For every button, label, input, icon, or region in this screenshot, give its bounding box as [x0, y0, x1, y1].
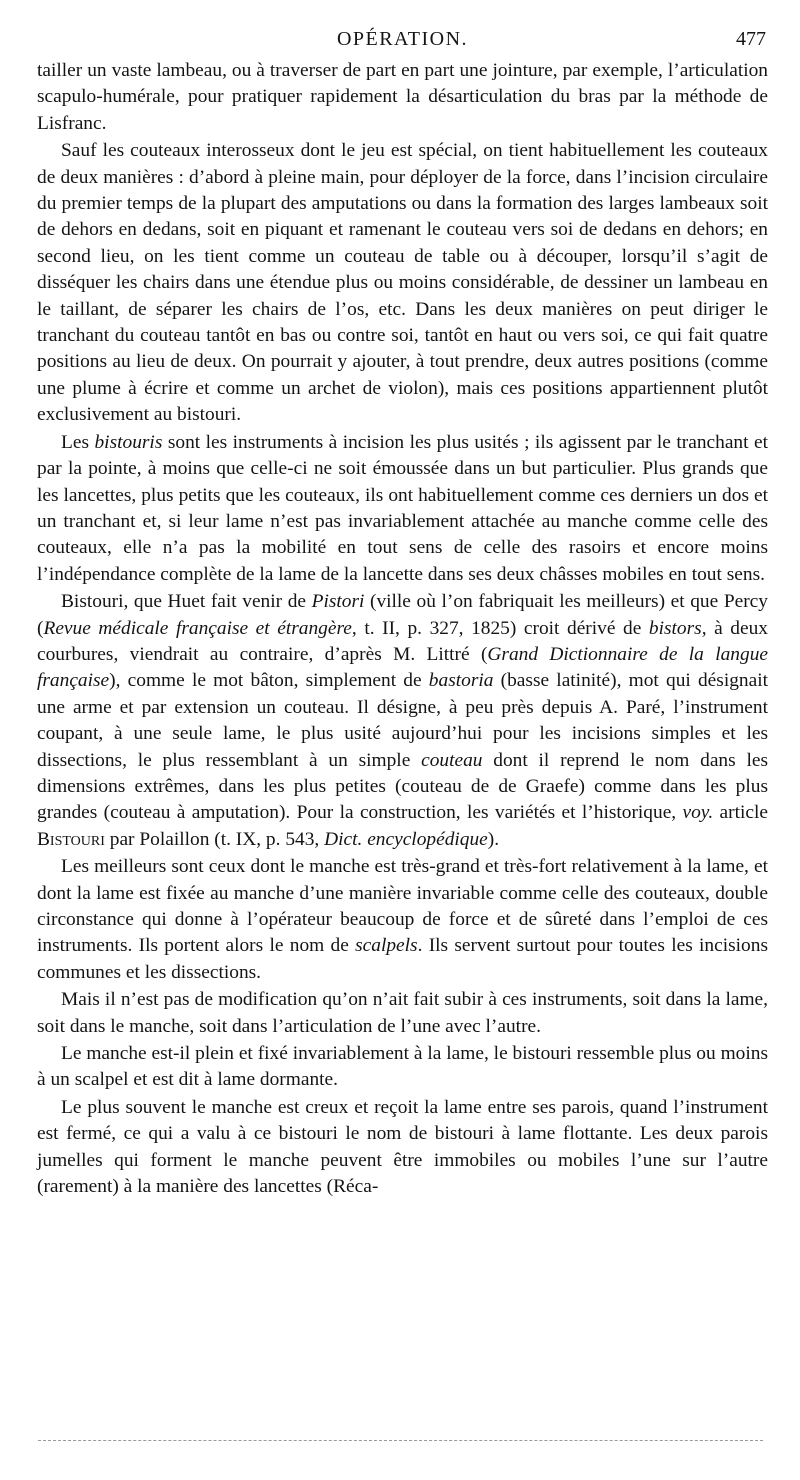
text-run: par Polaillon (t. IX, p. 543,	[104, 828, 325, 850]
text-run: (ville où l’on fabriquait les meilleurs) et que Percy (	[37, 591, 768, 639]
italic-term: voy.	[682, 802, 714, 824]
text-run: Mais il n’est pas de modification qu’on n’ait fait subir à ces instruments, soit dans la lame, soit dans le manche, soit dans l’articulation de l’une avec l’autre.	[37, 989, 768, 1037]
text-run: (basse latinité), mot qui désignait une arme et par extension un couteau. Il désigne, à peu près depuis A. Paré, l’instrument coupant, à une seule lame, le plus usité aujourd’hui pour les incisions simples et les dissections, le plus ressemblant à un simple	[37, 670, 768, 771]
paragraph-3	[37, 430, 768, 588]
italic-term: scalpels	[355, 935, 418, 957]
small-caps-term: Bistouri	[37, 828, 105, 850]
paragraph-8	[37, 1095, 768, 1201]
bottom-rule	[38, 1440, 763, 1441]
text-run: dont il reprend le nom dans les dimensions extrêmes, dans les plus petites (couteau de de Graefe) comme dans les plus grandes (couteau à amputation). Pour la construction, les variétés et l’historique,	[37, 749, 768, 824]
text-run: Sauf les couteaux interosseux dont le jeu est spécial, on tient habituellement les couteaux de deux manières : d’abord à pleine main, pour déployer de la force, dans l’incision circulaire du premier temps de la plupart des amputations ou dans la formation des larges lambeaux soit de dehors en dedans, soit en piquant et ramenant le couteau vers soi de dedans en dehors; en second lieu, on les tient comme un couteau de table ou à découper, lorsqu’il s’agit de disséquer les chairs dans une étendue plus ou moins considérable, de dessiner un lambeau en le taillant, de séparer les chairs de l’os, etc. Dans les deux manières on peut diriger le tranchant du couteau tantôt en bas ou contre soi, tantôt en haut ou vers soi, ce qui fait quatre positions au lieu de deux. On pourrait y ajouter, à tout prendre, deux autres positions (comme une plume à écrire et comme un archet de violon), mais ces positions appartiennent plutôt exclusivement au bistouri.	[37, 140, 768, 426]
running-header	[37, 28, 768, 58]
italic-term: couteau	[421, 749, 483, 771]
text-run: article	[713, 802, 768, 824]
italic-term: Pistori	[311, 591, 365, 613]
page-number: 477	[736, 28, 766, 50]
paragraph-1	[37, 58, 768, 137]
text-run: , à deux courbures, viendrait au contraire, d’après M. Littré (	[37, 617, 768, 665]
text-run: Les	[61, 431, 95, 453]
running-title: OPÉRATION.	[336, 28, 469, 50]
italic-term: bistors	[648, 617, 702, 639]
text-run: , t. II, p. 327, 1825) croit dérivé de	[351, 617, 649, 639]
text-run: Les meilleurs sont ceux dont le manche est très-grand et très-fort relativement à la lame, et dont la lame est fixée au manche d’une manière invariable comme celle des couteaux, double circonstance qui donne à l’opérateur beaucoup de force et de sûreté dans l’emploi de ces instruments. Ils portent alors le nom de	[37, 856, 768, 957]
book-page	[37, 28, 768, 1200]
text-run: ), comme le mot bâton, simplement de	[109, 670, 429, 692]
paragraph-6	[37, 987, 768, 1040]
text-run: ).	[487, 828, 500, 850]
text-run: . Ils servent surtout pour toutes les incisions communes et les dissections.	[37, 935, 768, 983]
text-run: Le plus souvent le manche est creux et reçoit la lame entre ses parois, quand l’instrument est fermé, ce qui a valu à ce bistouri le nom de bistouri à lame flottante. Les deux parois jumelles qui forment le manche peuvent être immobiles ou mobiles l’une sur l’autre (rarement) à la manière des lancettes (Réca-	[37, 1096, 768, 1198]
paragraph-2	[37, 138, 768, 428]
text-run: Bistouri, que Huet fait venir de	[61, 591, 312, 613]
text-run: sont les instruments à incision les plus usités ; ils agissent par le tranchant et par la pointe, à moins que celle-ci ne soit émoussée dans un but particulier. Plus grands que les lancettes, plus petits que les couteaux, ils ont habituellement comme ces derniers un dos et un tranchant et, si leur lame n’est pas invariablement attachée au manche comme celle des couteaux, elle n’a pas la mobilité en tout sens de celle des rasoirs et encore moins l’indépendance complète de la lame de la lancette dans ses deux châsses mobiles en tout sens.	[37, 431, 768, 585]
italic-term: bastoria	[428, 670, 494, 692]
paragraph-4	[37, 589, 768, 853]
paragraph-5	[37, 854, 768, 986]
text-run: tailler un vaste lambeau, ou à traverser de part en part une jointure, par exemple, l’articulation scapulo-humérale, pour pratiquer rapidement la désarticulation du bras par la méthode de Lisfranc.	[37, 60, 768, 134]
text-run: Le manche est-il plein et fixé invariablement à la lame, le bistouri ressemble plus ou moins à un scalpel et est dit à lame dormante.	[37, 1043, 768, 1091]
italic-term: Revue médicale française et étrangère	[43, 617, 352, 639]
body-text	[37, 58, 768, 1200]
italic-term: Grand Dictionnaire de la langue française	[37, 643, 768, 692]
italic-term: bistouris	[94, 431, 163, 453]
italic-term: Dict. encyclopédique	[324, 828, 488, 850]
paragraph-7	[37, 1041, 768, 1094]
